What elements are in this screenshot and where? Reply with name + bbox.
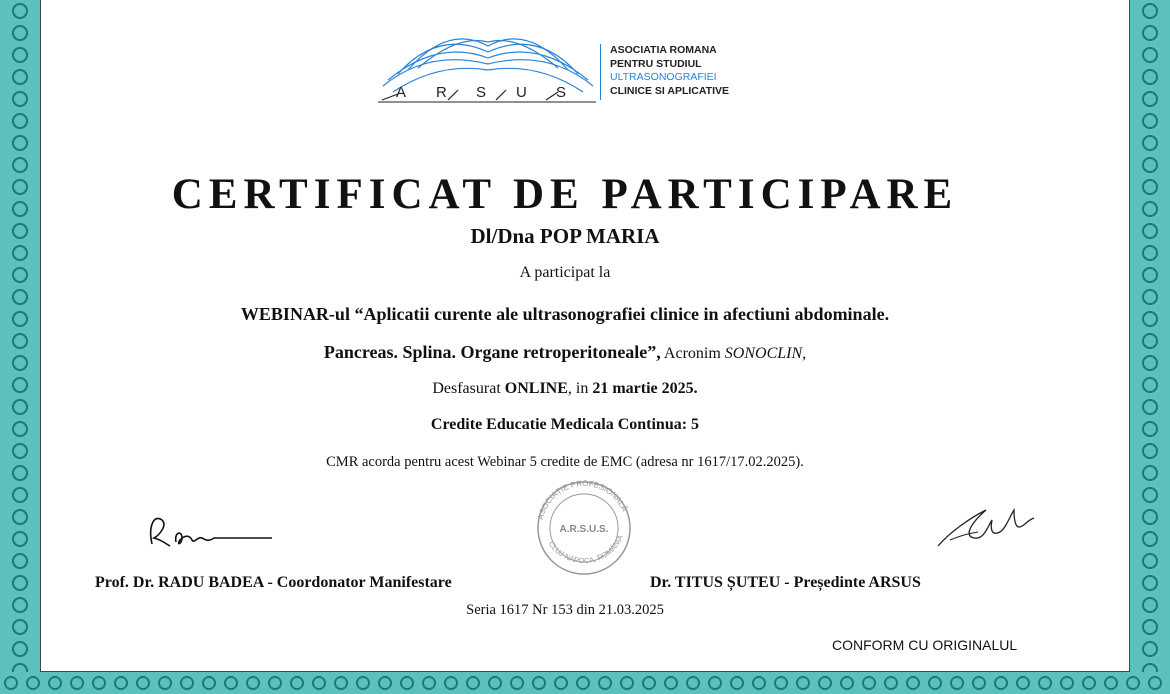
decorative-border-right [1130, 0, 1170, 694]
held-date: 21 martie 2025. [592, 380, 698, 397]
held-mode: ONLINE [504, 380, 568, 397]
arsus-logo [378, 34, 598, 106]
certificate-title: CERTIFICAT DE PARTICIPARE [171, 171, 959, 218]
signer-right-title: Dr. TITUS ȘUTEU - Președinte ARSUS [650, 574, 921, 591]
recipient-name: Dl/Dna POP MARIA [470, 224, 660, 248]
logo-text-line: PENTRU STUDIUL [610, 57, 702, 70]
stamp-center-text: A.R.S.U.S. [559, 524, 609, 535]
logo-letter: S [476, 84, 487, 101]
held-prefix: Desfasurat [432, 380, 505, 397]
logo-text-line: ULTRASONOGRAFIEI [610, 71, 717, 83]
webinar-title-line-1: WEBINAR-ul “Aplicatii curente ale ultrasonografiei clinice in afectiuni abdominale. [240, 304, 890, 324]
official-stamp [528, 476, 640, 576]
logo-letter: A [396, 84, 407, 101]
logo-letter: S [556, 84, 567, 101]
signer-left-title: Prof. Dr. RADU BADEA - Coordonator Manifestare [95, 574, 452, 591]
stamp-outer-text: ASOCIAȚIE PROFESIONALĂ [535, 478, 630, 521]
decorative-border-bottom [0, 672, 1170, 694]
logo-letter: U [516, 84, 527, 101]
logo-divider [600, 44, 601, 100]
stamp-lower-text: CLUJ-NAPOCA, ROMÂNIA [546, 533, 625, 566]
held-info [0, 380, 1130, 398]
webinar-title-line-2 [0, 342, 1130, 363]
signature-right [930, 496, 1040, 554]
logo-text [610, 44, 729, 98]
acronym-value: SONOCLIN, [724, 345, 807, 362]
webinar-title-line-2-bold: Pancreas. Splina. Organe retroperitoneale”, [323, 342, 661, 362]
logo-text-line: CLINICE SI APLICATIVE [610, 84, 730, 97]
logo-letter: R [436, 84, 447, 101]
series-number: Seria 1617 Nr 153 din 21.03.2025 [466, 602, 664, 618]
cmr-note: CMR acorda pentru acest Webinar 5 credite de EMC (adresa nr 1617/17.02.2025). [326, 454, 804, 470]
held-middle: , in [567, 380, 593, 397]
emc-credits: Credite Educatie Medicala Continua: 5 [430, 416, 700, 433]
conform-original-note: CONFORM CU ORIGINALUL [832, 637, 1018, 653]
svg-text:CLUJ-NAPOCA, ROMÂNIA [547, 534, 625, 566]
participated-text: A participat la [519, 264, 611, 281]
logo-text-line: ASOCIATIA ROMANA [610, 44, 717, 56]
acronym-label: Acronim [660, 345, 725, 362]
signature-left [140, 506, 280, 556]
